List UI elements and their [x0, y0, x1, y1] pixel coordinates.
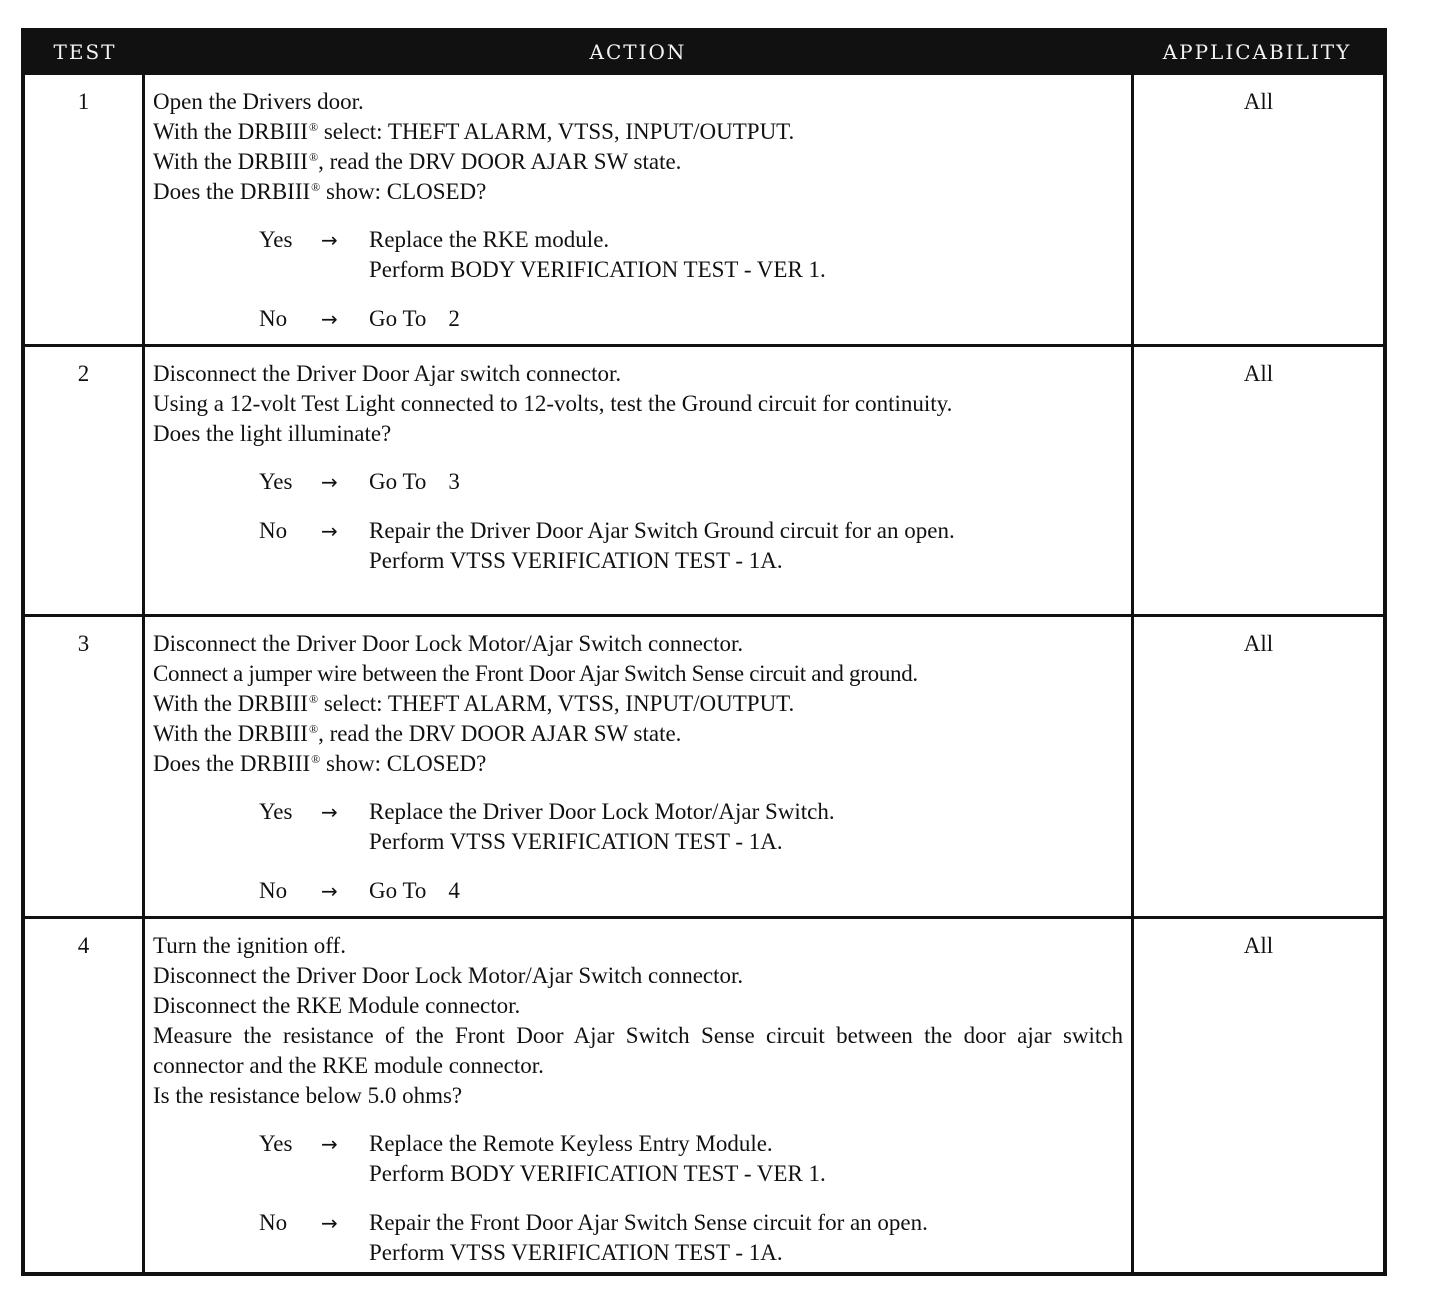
outcome-label: Yes: [259, 227, 293, 252]
outcome-no: [259, 876, 1123, 906]
arrow-right-icon: →: [321, 1211, 338, 1235]
outcome-line: Replace the Driver Door Lock Motor/Ajar Switch.: [369, 799, 835, 824]
test-number-4: 4: [25, 916, 145, 1272]
applicability-2: All: [1131, 344, 1383, 614]
action-cell-4: [145, 916, 1131, 1272]
step-text: Turn the ignition off.: [153, 933, 346, 958]
outcome-yes: [259, 225, 1123, 285]
arrow-right-icon: →: [321, 519, 338, 543]
step-text: Connect a jumper wire between the Front Door Ajar Switch Sense circuit and ground.: [153, 661, 918, 686]
step-text: Using a 12-volt Test Light connected to 12-volts, test the Ground circuit for continuity.: [153, 391, 953, 416]
outcome-label: No: [259, 1210, 288, 1235]
outcomes: [153, 467, 1123, 576]
action-cell-2: [145, 344, 1131, 614]
goto-number: 2: [448, 306, 460, 331]
outcomes: [153, 1129, 1123, 1268]
step-text: With the DRBIII®, read the DRV DOOR AJAR SW state.: [153, 149, 682, 174]
outcome-yes: [259, 467, 1123, 497]
step-text: With the DRBIII® select: THEFT ALARM, VTSS, INPUT/OUTPUT.: [153, 691, 795, 716]
applicability-1: All: [1131, 72, 1383, 344]
step-text: Disconnect the Driver Door Lock Motor/Ajar Switch connector.: [153, 963, 744, 988]
arrow-right-icon: →: [321, 470, 338, 494]
action-cell-1: [145, 72, 1131, 344]
outcome-label: Yes: [259, 1131, 293, 1156]
header-action: ACTION: [145, 32, 1131, 72]
outcome-no: [259, 304, 1123, 334]
header-applicability: APPLICABILITY: [1131, 32, 1383, 72]
goto-number: 4: [448, 878, 460, 903]
header-test: TEST: [25, 32, 145, 72]
outcome-text: [369, 797, 1123, 857]
step-text: Measure the resistance of the Front Door Ajar Switch Sense circuit between the door ajar switch connector and the RKE module connector.: [153, 1023, 1123, 1078]
outcome-yes: [259, 1129, 1123, 1189]
outcome-line: Replace the RKE module.: [369, 227, 610, 252]
outcome-line: Perform BODY VERIFICATION TEST - VER 1.: [369, 257, 826, 282]
outcome-label: No: [259, 518, 288, 543]
arrow-right-icon: →: [321, 800, 338, 824]
diagnostic-test-table: [21, 28, 1387, 1276]
applicability-3: All: [1131, 614, 1383, 916]
step-text: Does the DRBIII® show: CLOSED?: [153, 179, 487, 204]
step-text: With the DRBIII® select: THEFT ALARM, VTSS, INPUT/OUTPUT.: [153, 119, 795, 144]
arrow-right-icon: →: [321, 228, 338, 252]
action-cell-3: [145, 614, 1131, 916]
outcome-text: [369, 225, 1123, 285]
goto-link[interactable]: [369, 467, 1123, 497]
registered-mark: ®: [308, 722, 319, 736]
step-text: Disconnect the RKE Module connector.: [153, 993, 521, 1018]
outcome-label: Yes: [259, 799, 293, 824]
goto-label: Go To: [369, 469, 427, 494]
outcome-no: [259, 516, 1123, 576]
outcome-text: [369, 1208, 1123, 1268]
registered-mark: ®: [308, 150, 319, 164]
applicability-4: All: [1131, 916, 1383, 1272]
outcome-line: Repair the Front Door Ajar Switch Sense circuit for an open.: [369, 1210, 928, 1235]
table-grid: [25, 32, 1383, 1272]
outcome-label: Yes: [259, 469, 293, 494]
goto-link[interactable]: [369, 876, 1123, 906]
outcome-text: [369, 516, 1123, 576]
test-number-2: 2: [25, 344, 145, 614]
outcome-line: Replace the Remote Keyless Entry Module.: [369, 1131, 773, 1156]
outcome-line: Perform VTSS VERIFICATION TEST - 1A.: [369, 829, 783, 854]
step-text: Is the resistance below 5.0 ohms?: [153, 1083, 463, 1108]
registered-mark: ®: [311, 180, 321, 194]
arrow-right-icon: →: [321, 1132, 338, 1156]
outcome-yes: [259, 797, 1123, 857]
outcome-label: No: [259, 878, 288, 903]
step-text: Disconnect the Driver Door Lock Motor/Ajar Switch connector.: [153, 631, 744, 656]
step-text: With the DRBIII®, read the DRV DOOR AJAR SW state.: [153, 721, 682, 746]
registered-mark: ®: [308, 120, 319, 134]
outcome-line: Repair the Driver Door Ajar Switch Ground circuit for an open.: [369, 518, 955, 543]
outcomes: [153, 225, 1123, 334]
goto-label: Go To: [369, 878, 427, 903]
outcome-line: Perform VTSS VERIFICATION TEST - 1A.: [369, 1240, 783, 1265]
registered-mark: ®: [308, 692, 319, 706]
step-text: Does the light illuminate?: [153, 421, 392, 446]
step-text: Open the Drivers door.: [153, 89, 364, 114]
goto-label: Go To: [369, 306, 427, 331]
outcome-label: No: [259, 306, 288, 331]
test-number-1: 1: [25, 72, 145, 344]
step-text: Disconnect the Driver Door Ajar switch connector.: [153, 361, 622, 386]
arrow-right-icon: →: [321, 879, 338, 903]
outcome-no: [259, 1208, 1123, 1268]
test-number-3: 3: [25, 614, 145, 916]
arrow-right-icon: →: [321, 307, 338, 331]
outcome-text: [369, 1129, 1123, 1189]
goto-number: 3: [448, 469, 460, 494]
outcome-line: Perform VTSS VERIFICATION TEST - 1A.: [369, 548, 783, 573]
registered-mark: ®: [311, 752, 321, 766]
outcomes: [153, 797, 1123, 906]
goto-link[interactable]: [369, 304, 1123, 334]
step-text: Does the DRBIII® show: CLOSED?: [153, 751, 487, 776]
outcome-line: Perform BODY VERIFICATION TEST - VER 1.: [369, 1161, 826, 1186]
